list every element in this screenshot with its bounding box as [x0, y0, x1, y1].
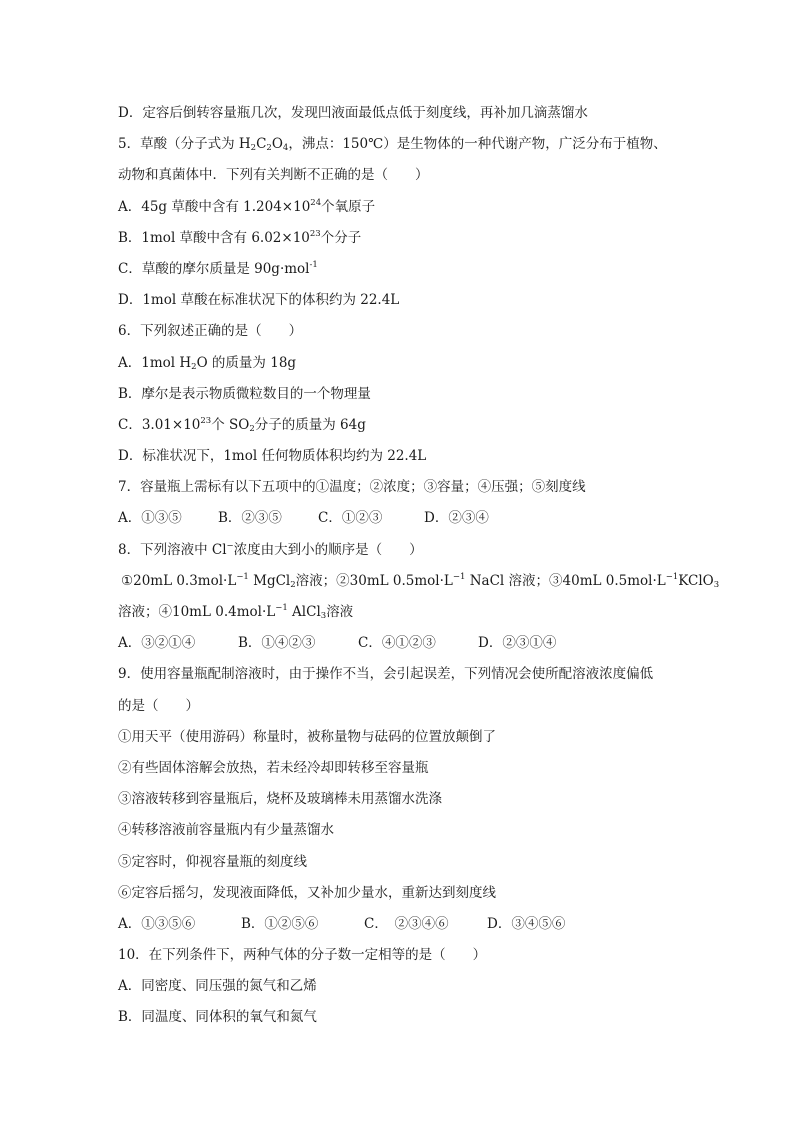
question-9-stem-continued: 的是（ ） — [118, 697, 199, 714]
question-8-option-b: B．①④②③ — [238, 635, 316, 652]
question-6-option-d: D．标准状况下，1mol 任何物质体积均约为 22.4L — [118, 448, 427, 465]
question-9-item-4: ④转移溶液前容量瓶内有少量蒸馏水 — [118, 822, 334, 839]
question-6-option-b: B．摩尔是表示物质微粒数目的一个物理量 — [118, 385, 371, 402]
question-9-item-1: ①用天平（使用游码）称量时，被称量物与砝码的位置放颠倒了 — [118, 728, 496, 745]
question-9-option-b: B．①②⑤⑥ — [241, 915, 319, 932]
question-8-options — [118, 628, 678, 659]
question-9-item-5: ⑤定容时，仰视容量瓶的刻度线 — [118, 853, 307, 870]
question-9-option-c: C． ②③④⑥ — [364, 915, 449, 932]
question-4-option-d: D．定容后倒转容量瓶几次，发现凹液面最低点低于刻度线，再补加几滴蒸馏水 — [118, 105, 588, 121]
question-9-item-6: ⑥定容后摇匀，发现液面降低，又补加少量水，重新达到刻度线 — [118, 884, 496, 901]
question-6-option-c: C．$3.01\times 10^{23}$个 $SO_2$分子的质量为 64g — [118, 415, 366, 434]
question-5-option-d: D．1mol 草酸在标准状况下的体积约为 22.4L — [118, 292, 400, 309]
question-8-solutions-line-2: 溶液；④10mL $0.4mol\cdot L^{-1}$ AlCl$_3$溶液 — [118, 603, 354, 621]
question-5-option-c: C．草酸的摩尔质量是 90g·mol$^{-1}$ — [118, 259, 318, 277]
document-page — [118, 98, 720, 1034]
question-7-option-a: A．①③⑤ — [118, 510, 182, 527]
question-9-stem: 9．使用容量瓶配制溶液时，由于操作不当，会引起误差，下列情况会使所配溶液浓度偏低 — [118, 666, 654, 683]
question-7-stem: 7．容量瓶上需标有以下五项中的①温度；②浓度；③容量；④压强；⑤刻度线 — [118, 479, 586, 496]
question-7-option-b: B．②③⑤ — [218, 510, 282, 527]
question-6-option-a: A．1mol $H_2O$ 的质量为 18g — [118, 354, 297, 372]
question-10-stem: 10．在下列条件下，两种气体的分子数一定相等的是（ ） — [118, 947, 487, 964]
question-9-item-3: ③溶液转移到容量瓶后，烧杯及玻璃棒未用蒸馏水洗涤 — [118, 791, 442, 808]
question-8-option-a: A．③②①④ — [118, 635, 196, 652]
question-8-stem: 8．下列溶液中 Cl−浓度由大到小的顺序是（ ） — [118, 540, 423, 558]
question-5-stem-continued: 动物和真菌体中．下列有关判断不正确的是（ ） — [118, 167, 429, 184]
question-8-option-c: C．④①②③ — [358, 635, 436, 652]
question-9-option-d: D．③④⑤⑥ — [487, 915, 566, 932]
question-5-stem: 5．草酸（分子式为 $H_2C_2O_4$，沸点：150℃）是生物体的一种代谢产物，广泛分布于植物、 — [118, 136, 667, 154]
question-5-option-a: A．45g 草酸中含有 $1.204\times 10^{24}$个氧原子 — [118, 197, 376, 215]
question-7-option-c: C．①②③ — [318, 510, 383, 527]
question-7-option-d: D．②③④ — [424, 510, 489, 527]
question-9-item-2: ②有些固体溶解会放热，若未经冷却即转移至容量瓶 — [118, 759, 429, 776]
question-8-solutions-line-1: ①20mL $0.3mol\cdot L^{-1}$ MgCl$_2$溶液；②30mL $0.5mol\cdot L^{-1}$ NaCl 溶液；③40mL $0.5mol\cdot L^{-1}KClO_3$ — [121, 571, 720, 590]
question-8-option-d: D．②③①④ — [478, 635, 557, 652]
question-6-stem: 6．下列叙述正确的是（ ） — [118, 323, 303, 340]
question-10-option-a: A．同密度、同压强的氮气和乙烯 — [118, 978, 317, 995]
question-10-option-b: B．同温度、同体积的氧气和氮气 — [118, 1009, 317, 1026]
question-7-options — [118, 503, 678, 534]
question-9-option-a: A．①③⑤⑥ — [118, 915, 196, 932]
question-9-options — [118, 909, 678, 940]
question-5-option-b: B．1mol 草酸中含有 $6.02\times 10^{23}$个分子 — [118, 228, 362, 246]
